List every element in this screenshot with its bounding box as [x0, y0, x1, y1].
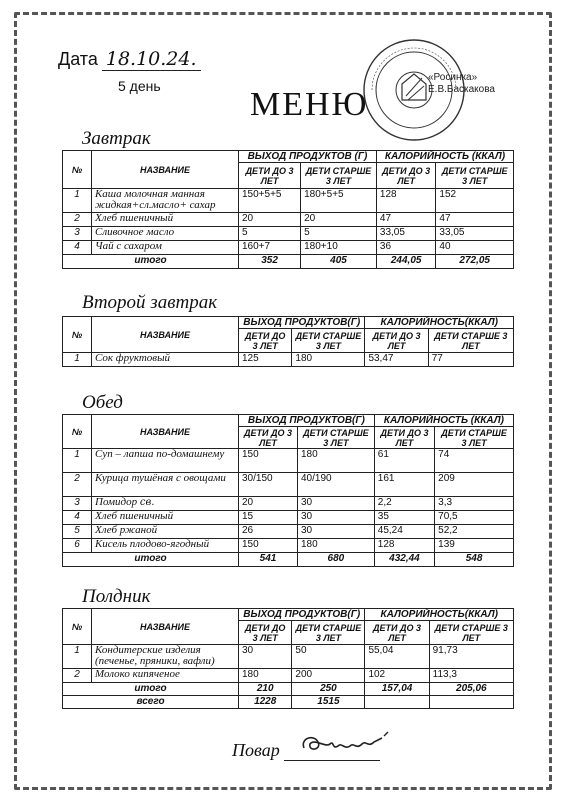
row-num: 6	[63, 539, 92, 553]
grand-total-cal-over3	[429, 696, 513, 709]
row-cal-under3: 55,04	[365, 645, 429, 669]
col-output-under3: ДЕТИ ДО 3 ЛЕТ	[239, 621, 292, 645]
row-cal-under3: 45,24	[374, 525, 434, 539]
table-row	[63, 213, 514, 227]
table-row	[63, 539, 514, 553]
row-name: Каша молочная манная жидкая+сл.масло+ сахар	[92, 189, 239, 213]
col-output-under3: ДЕТИ ДО 3 ЛЕТ	[239, 329, 292, 353]
row-cal-over3: 91,73	[429, 645, 513, 669]
row-cal-over3: 74	[435, 449, 514, 473]
row-cal-under3: 33,05	[376, 227, 436, 241]
row-cal-over3: 70,5	[435, 511, 514, 525]
row-cal-over3: 113,3	[429, 669, 513, 683]
total-output-under3: 210	[239, 683, 292, 696]
row-name: Суп – лапша по-домашнему	[92, 449, 239, 473]
row-num: 4	[63, 241, 92, 255]
menu-title: МЕНЮ	[250, 86, 369, 123]
col-output-under3: ДЕТИ ДО 3 ЛЕТ	[239, 427, 298, 449]
row-output-under3: 180	[239, 669, 292, 683]
total-output-over3: 680	[298, 553, 375, 567]
row-name: Сок фруктовый	[92, 353, 239, 367]
col-output: ВЫХОД ПРОДУКТОВ(Г)	[239, 609, 365, 621]
col-calories: КАЛОРИЙНОСТЬ(ККАЛ)	[365, 609, 514, 621]
date-line	[58, 48, 201, 70]
row-num: 3	[63, 227, 92, 241]
table-row	[63, 189, 514, 213]
day-label: 5 день	[118, 78, 161, 94]
table-row	[63, 525, 514, 539]
row-cal-over3: 152	[436, 189, 514, 213]
table-row	[63, 645, 514, 669]
lunch-table	[62, 414, 514, 567]
row-cal-over3: 40	[436, 241, 514, 255]
row-output-under3: 150	[239, 539, 298, 553]
row-cal-over3: 209	[435, 473, 514, 497]
col-output-over3: ДЕТИ СТАРШЕ 3 ЛЕТ	[301, 163, 377, 189]
cook-label: Повар	[232, 740, 280, 760]
grand-total-cal-under3	[365, 696, 429, 709]
row-cal-over3: 77	[428, 353, 513, 367]
stamp-line-director: Е.В.Баскакова	[428, 84, 495, 95]
grand-total-output-over3: 1515	[292, 696, 365, 709]
row-output-under3: 125	[239, 353, 292, 367]
stamp-text	[428, 72, 495, 96]
col-name: НАЗВАНИЕ	[92, 317, 239, 353]
row-cal-under3: 35	[374, 511, 434, 525]
col-output: ВЫХОД ПРОДУКТОВ(Г)	[239, 415, 375, 427]
date-value: 18.10.24.	[102, 48, 201, 71]
col-calories: КАЛОРИЙНОСТЬ (ККАЛ)	[376, 151, 513, 163]
total-cal-under3: 432,44	[374, 553, 434, 567]
row-num: 1	[63, 645, 92, 669]
col-num: №	[63, 317, 92, 353]
stamp-line-org: «Росинка»	[428, 72, 478, 83]
table-row	[63, 473, 514, 497]
table-row	[63, 511, 514, 525]
total-label: итого	[63, 553, 239, 567]
signature-line	[284, 760, 380, 761]
row-name: Кондитерские изделия (печенье, пряники, вафли)	[92, 645, 239, 669]
afternoon-snack-table	[62, 608, 514, 709]
col-cal-over3: ДЕТИ СТАРШЕ 3 ЛЕТ	[435, 427, 514, 449]
col-cal-under3: ДЕТИ ДО 3 ЛЕТ	[365, 329, 428, 353]
row-cal-under3: 161	[374, 473, 434, 497]
row-name: Хлеб пшеничный	[92, 511, 239, 525]
row-output-over3: 180+5+5	[301, 189, 377, 213]
section-title-breakfast: Завтрак	[82, 128, 151, 149]
row-output-over3: 180	[298, 539, 375, 553]
col-name: НАЗВАНИЕ	[92, 415, 239, 449]
total-row	[63, 553, 514, 567]
row-output-over3: 180	[292, 353, 365, 367]
row-output-under3: 15	[239, 511, 298, 525]
row-cal-over3: 52,2	[435, 525, 514, 539]
col-name: НАЗВАНИЕ	[92, 609, 239, 645]
col-output-over3: ДЕТИ СТАРШЕ 3 ЛЕТ	[292, 329, 365, 353]
row-cal-over3: 47	[436, 213, 514, 227]
row-output-under3: 5	[239, 227, 301, 241]
row-output-under3: 150+5+5	[239, 189, 301, 213]
row-name: Сливочное масло	[92, 227, 239, 241]
row-name: Курица тушёная с овощами	[92, 473, 239, 497]
row-name	[92, 497, 239, 511]
row-output-over3: 5	[301, 227, 377, 241]
row-num: 4	[63, 511, 92, 525]
row-output-over3: 20	[301, 213, 377, 227]
section-title-second-breakfast: Второй завтрак	[82, 292, 218, 313]
total-cal-over3: 548	[435, 553, 514, 567]
col-cal-over3: ДЕТИ СТАРШЕ 3 ЛЕТ	[436, 163, 514, 189]
row-num: 5	[63, 525, 92, 539]
total-output-over3: 405	[301, 255, 377, 269]
col-output-under3: ДЕТИ ДО 3 ЛЕТ	[239, 163, 301, 189]
col-calories: КАЛОРИЙНОСТЬ(ККАЛ)	[365, 317, 514, 329]
table-row	[63, 497, 514, 511]
total-output-over3: 250	[292, 683, 365, 696]
row-cal-under3: 102	[365, 669, 429, 683]
second-breakfast-table	[62, 316, 514, 367]
table-row	[63, 449, 514, 473]
col-name: НАЗВАНИЕ	[92, 151, 239, 189]
col-num: №	[63, 609, 92, 645]
row-num: 2	[63, 213, 92, 227]
total-cal-under3: 157,04	[365, 683, 429, 696]
col-output: ВЫХОД ПРОДУКТОВ (Г)	[239, 151, 377, 163]
row-name: Кисель плодово-ягодный	[92, 539, 239, 553]
row-output-under3: 30	[239, 645, 292, 669]
col-num: №	[63, 415, 92, 449]
row-output-under3: 150	[239, 449, 298, 473]
row-cal-under3: 47	[376, 213, 436, 227]
row-num: 2	[63, 669, 92, 683]
col-output: ВЫХОД ПРОДУКТОВ(Г)	[239, 317, 365, 329]
col-calories: КАЛОРИЙНОСТЬ (ККАЛ)	[374, 415, 513, 427]
section-title-afternoon-snack: Полдник	[82, 586, 151, 607]
col-output-over3: ДЕТИ СТАРШЕ 3 ЛЕТ	[292, 621, 365, 645]
total-row	[63, 683, 514, 696]
row-num: 3	[63, 497, 92, 511]
row-num: 2	[63, 473, 92, 497]
row-output-under3: 20	[239, 497, 298, 511]
row-num: 1	[63, 353, 92, 367]
row-name-text: Помидор	[95, 496, 138, 508]
col-num: №	[63, 151, 92, 189]
handwritten-note: св.	[139, 497, 155, 508]
total-output-under3: 541	[239, 553, 298, 567]
row-cal-under3: 128	[376, 189, 436, 213]
date-label: Дата	[58, 49, 98, 69]
row-cal-under3: 128	[374, 539, 434, 553]
total-output-under3: 352	[239, 255, 301, 269]
col-cal-under3: ДЕТИ ДО 3 ЛЕТ	[365, 621, 429, 645]
table-row	[63, 353, 514, 367]
row-output-under3: 20	[239, 213, 301, 227]
row-output-over3: 50	[292, 645, 365, 669]
row-output-over3: 40/190	[298, 473, 375, 497]
col-output-over3: ДЕТИ СТАРШЕ 3 ЛЕТ	[298, 427, 375, 449]
total-label: итого	[63, 683, 239, 696]
row-cal-under3: 61	[374, 449, 434, 473]
row-cal-over3: 3,3	[435, 497, 514, 511]
row-output-over3: 200	[292, 669, 365, 683]
total-cal-over3: 205,06	[429, 683, 513, 696]
row-output-under3: 30/150	[239, 473, 298, 497]
row-cal-under3: 36	[376, 241, 436, 255]
grand-total-output-under3: 1228	[239, 696, 292, 709]
row-num: 1	[63, 189, 92, 213]
row-name: Хлеб пшеничный	[92, 213, 239, 227]
total-label: итого	[63, 255, 239, 269]
row-name: Хлеб ржаной	[92, 525, 239, 539]
col-cal-under3: ДЕТИ ДО 3 ЛЕТ	[376, 163, 436, 189]
row-output-over3: 180+10	[301, 241, 377, 255]
table-row	[63, 669, 514, 683]
row-num: 1	[63, 449, 92, 473]
col-cal-under3: ДЕТИ ДО 3 ЛЕТ	[374, 427, 434, 449]
row-output-under3: 26	[239, 525, 298, 539]
row-output-over3: 30	[298, 525, 375, 539]
row-name: Чай с сахаром	[92, 241, 239, 255]
grand-total-row	[63, 696, 514, 709]
table-row	[63, 241, 514, 255]
row-cal-over3: 33,05	[436, 227, 514, 241]
row-cal-under3: 53,47	[365, 353, 428, 367]
section-title-lunch: Обед	[82, 392, 123, 413]
table-row	[63, 227, 514, 241]
grand-total-label: всего	[63, 696, 239, 709]
total-row	[63, 255, 514, 269]
row-output-over3: 30	[298, 511, 375, 525]
row-output-under3: 160+7	[239, 241, 301, 255]
row-name: Молоко кипяченое	[92, 669, 239, 683]
signature	[296, 728, 406, 758]
row-output-over3: 180	[298, 449, 375, 473]
row-cal-under3: 2,2	[374, 497, 434, 511]
breakfast-table	[62, 150, 514, 269]
total-cal-under3: 244,05	[376, 255, 436, 269]
col-cal-over3: ДЕТИ СТАРШЕ 3 ЛЕТ	[428, 329, 513, 353]
row-cal-over3: 139	[435, 539, 514, 553]
col-cal-over3: ДЕТИ СТАРШЕ 3 ЛЕТ	[429, 621, 513, 645]
row-output-over3: 30	[298, 497, 375, 511]
total-cal-over3: 272,05	[436, 255, 514, 269]
